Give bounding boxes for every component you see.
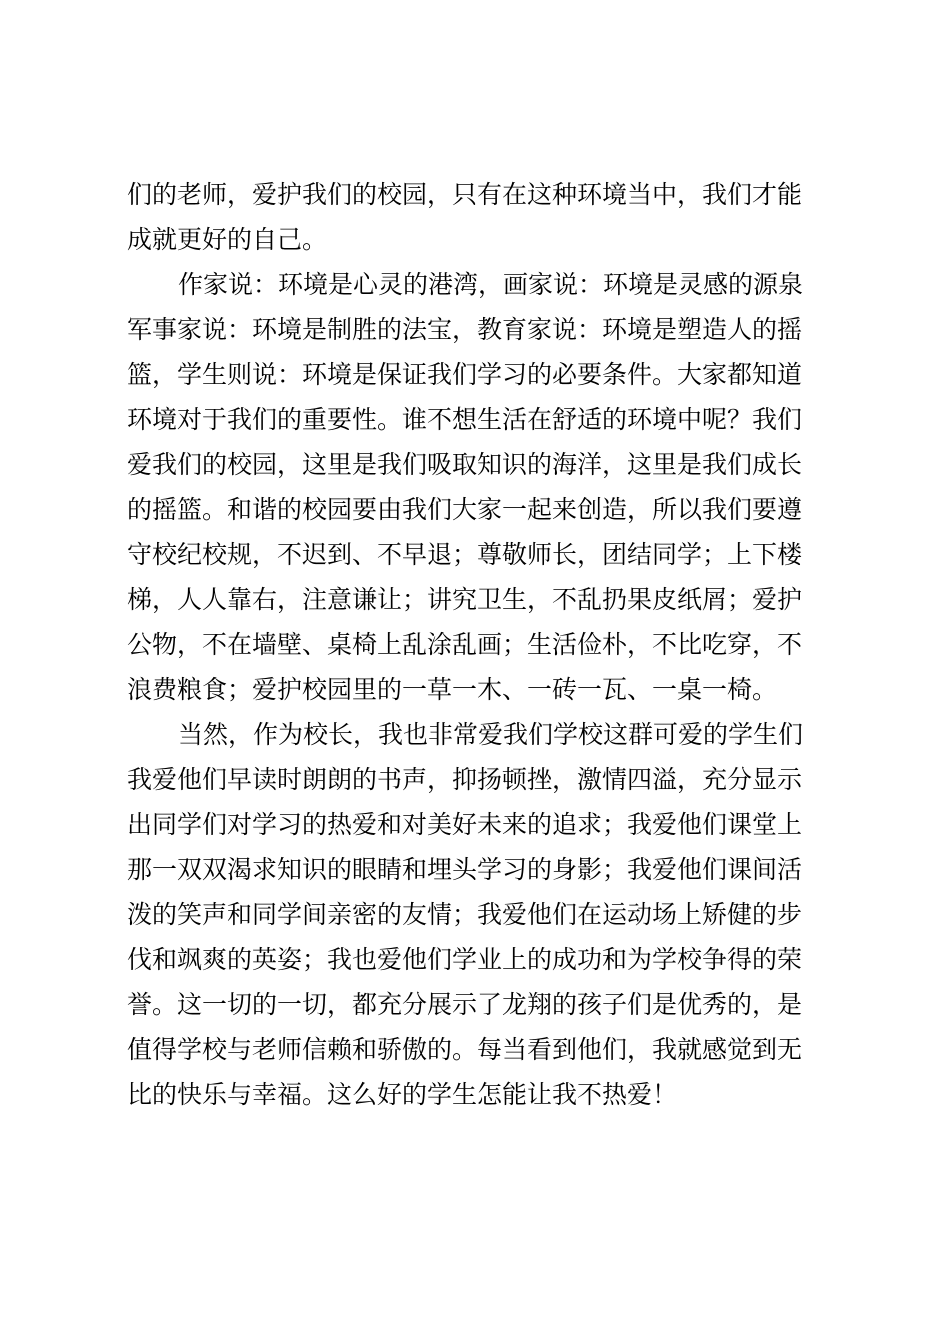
text-line: 爱我们的校园，这里是我们吸取知识的海洋，这里是我们成长 bbox=[127, 450, 803, 479]
text-line: 那一双双渴求知识的眼睛和埋头学习的身影；我爱他们课间活 bbox=[127, 855, 803, 884]
text-line: 的摇篮。和谐的校园要由我们大家一起来创造，所以我们要遵 bbox=[127, 495, 803, 524]
text-line: 值得学校与老师信赖和骄傲的。每当看到他们，我就感觉到无 bbox=[127, 1035, 803, 1064]
text-line: 我爱他们早读时朗朗的书声，抑扬顿挫，激情四溢，充分显示 bbox=[127, 765, 803, 794]
text-line: 成就更好的自己。 bbox=[127, 225, 328, 254]
paragraph-first-line: 作家说：环境是心灵的港湾，画家说：环境是灵感的源泉 bbox=[178, 270, 804, 299]
text-line: 篮，学生则说：环境是保证我们学习的必要条件。大家都知道 bbox=[127, 360, 803, 389]
text-line: 比的快乐与幸福。这么好的学生怎能让我不热爱！ bbox=[127, 1080, 678, 1109]
text-line: 泼的笑声和同学间亲密的友情；我爱他们在运动场上矫健的步 bbox=[127, 900, 803, 929]
text-line: 誉。这一切的一切，都充分展示了龙翔的孩子们是优秀的，是 bbox=[127, 990, 803, 1019]
document-body bbox=[127, 172, 837, 1117]
text-line: 军事家说：环境是制胜的法宝，教育家说：环境是塑造人的摇 bbox=[127, 315, 803, 344]
text-line: 公物，不在墙壁、桌椅上乱涂乱画；生活俭朴，不比吃穿，不 bbox=[127, 630, 803, 659]
text-line: 出同学们对学习的热爱和对美好未来的追求；我爱他们课堂上 bbox=[127, 810, 803, 839]
text-line: 浪费粮食；爱护校园里的一草一木、一砖一瓦、一桌一椅。 bbox=[127, 675, 778, 704]
text-line: 环境对于我们的重要性。谁不想生活在舒适的环境中呢？我们 bbox=[127, 405, 803, 434]
text-line: 梯，人人靠右，注意谦让；讲究卫生，不乱扔果皮纸屑；爱护 bbox=[127, 585, 803, 614]
text-line: 们的老师，爱护我们的校园，只有在这种环境当中，我们才能 bbox=[127, 180, 803, 209]
text-line: 守校纪校规，不迟到、不早退；尊敬师长，团结同学；上下楼 bbox=[127, 540, 803, 569]
paragraph-first-line: 当然，作为校长，我也非常爱我们学校这群可爱的学生们 bbox=[178, 720, 804, 749]
text-line: 伐和飒爽的英姿；我也爱他们学业上的成功和为学校争得的荣 bbox=[127, 945, 803, 974]
